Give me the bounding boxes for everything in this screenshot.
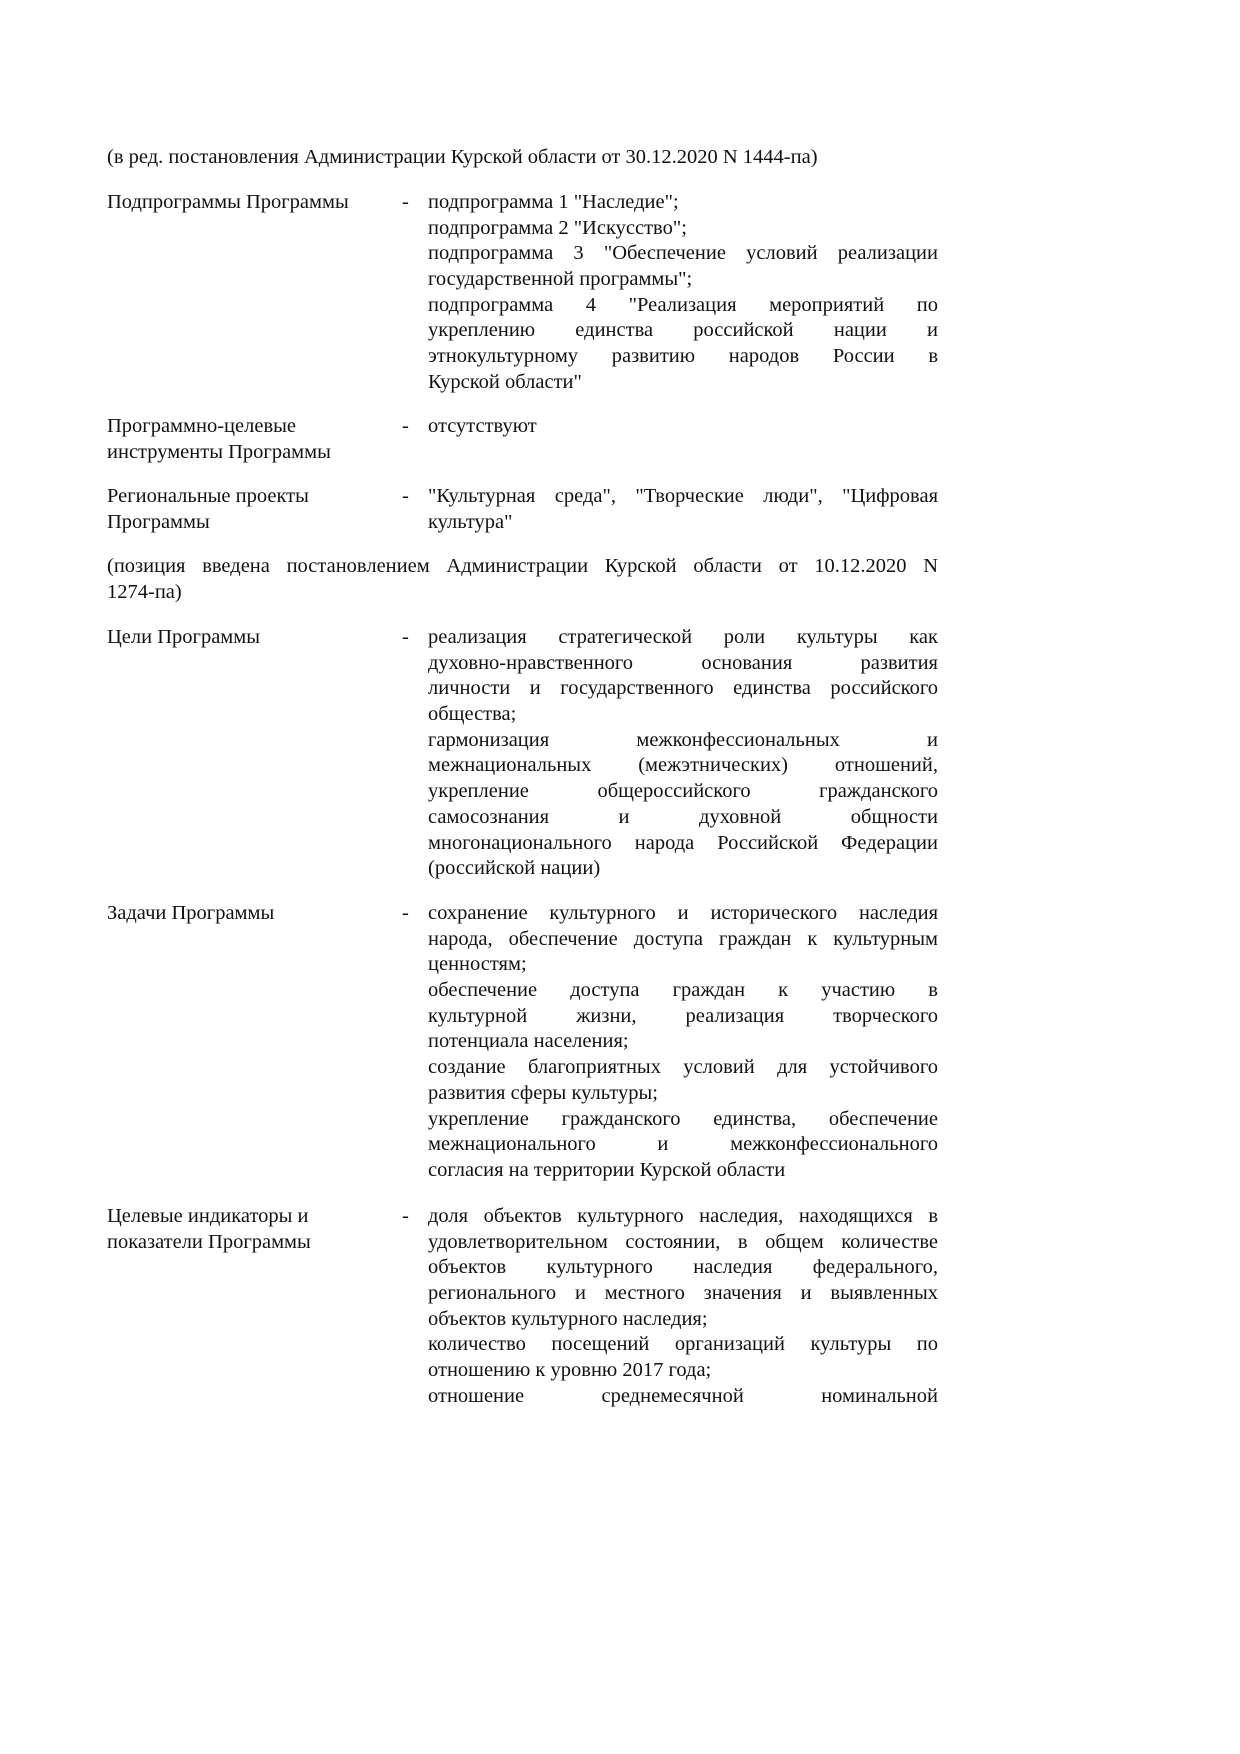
- row-label-line: Региональные проекты: [107, 485, 309, 507]
- value-line: "Культурная среда", "Творческие люди", "Цифровая: [428, 485, 938, 507]
- amendment-note: [107, 145, 938, 171]
- value-line: согласия на территории Курской области: [428, 1158, 786, 1181]
- row-value: [428, 484, 938, 535]
- row-label-line: Задачи Программы: [107, 902, 275, 924]
- row-label: [107, 1204, 397, 1255]
- value-line: подпрограмма 4 "Реализация мероприятий по: [428, 293, 938, 316]
- row-label: [107, 484, 397, 535]
- value-line: объектов культурного наследия федерального,: [428, 1256, 938, 1279]
- value-line: самосознания и духовной общности: [428, 805, 938, 828]
- row-dash: -: [402, 191, 409, 213]
- row-dash: -: [402, 1205, 409, 1227]
- value-line: отношение среднемесячной номинальной: [428, 1384, 938, 1407]
- value-paragraph: [428, 1204, 938, 1332]
- value-line: отношению к уровню 2017 года;: [428, 1359, 712, 1382]
- value-line: духовно-нравственного основания развития: [428, 651, 938, 674]
- value-line: реализация стратегической роли культуры как: [428, 626, 938, 648]
- value-paragraph: [428, 414, 938, 440]
- row-label-line: Программно-целевые: [107, 415, 297, 437]
- value-line: доля объектов культурного наследия, находящихся в: [428, 1205, 938, 1227]
- row-label: [107, 190, 397, 216]
- value-paragraph: [428, 1332, 938, 1383]
- value-paragraph: [428, 1055, 938, 1106]
- value-line: Курской области": [428, 370, 582, 393]
- value-paragraph: [428, 728, 938, 882]
- value-line: удовлетворительном состоянии, в общем количестве: [428, 1230, 938, 1253]
- value-paragraph: [428, 1107, 938, 1184]
- value-line: укреплению единства российской нации и: [428, 319, 938, 342]
- note-line: 1274-па): [107, 580, 182, 603]
- value-line: межнациональных (межэтнических) отношений,: [428, 754, 938, 777]
- value-line: сохранение культурного и исторического наследия: [428, 902, 938, 924]
- row-label: [107, 901, 397, 927]
- row-label-line: Целевые индикаторы и: [107, 1205, 309, 1227]
- value-paragraph: [428, 293, 938, 396]
- value-paragraph: [428, 241, 938, 292]
- row-label: [107, 414, 397, 465]
- value-line: личности и государственного единства российского: [428, 677, 938, 700]
- note-line: (позиция введена постановлением Администрации Курской области от 10.12.2020 N: [107, 555, 938, 577]
- value-line: укрепление общероссийского гражданского: [428, 780, 938, 803]
- amendment-note: [107, 554, 938, 605]
- row-label-line: показатели Программы: [107, 1230, 311, 1253]
- row-label-line: инструменты Программы: [107, 440, 331, 463]
- row-dash: -: [402, 902, 409, 924]
- value-line: народа, обеспечение доступа граждан к культурным: [428, 927, 938, 950]
- value-paragraph: [428, 190, 938, 216]
- value-line: объектов культурного наследия;: [428, 1307, 708, 1330]
- value-line: государственной программы";: [428, 268, 693, 291]
- value-paragraph: [428, 1384, 938, 1410]
- value-line: развития сферы культуры;: [428, 1081, 658, 1104]
- value-line: гармонизация межконфессиональных и: [428, 728, 938, 751]
- row-label: [107, 625, 397, 651]
- value-line: (российской нации): [428, 857, 601, 880]
- value-line: этнокультурному развитию народов России в: [428, 345, 938, 368]
- value-line: создание благоприятных условий для устойчивого: [428, 1056, 938, 1079]
- row-value: [428, 190, 938, 396]
- value-line: регионального и местного значения и выявленных: [428, 1282, 938, 1305]
- value-line: культурной жизни, реализация творческого: [428, 1004, 938, 1027]
- row-value: [428, 625, 938, 882]
- value-line: количество посещений организаций культуры по: [428, 1333, 938, 1356]
- value-line: общества;: [428, 703, 517, 726]
- row-dash: -: [402, 485, 409, 507]
- value-line: подпрограмма 3 "Обеспечение условий реализации: [428, 242, 938, 265]
- row-dash: -: [402, 415, 409, 437]
- value-line: потенциала населения;: [428, 1030, 629, 1053]
- value-line: обеспечение доступа граждан к участию в: [428, 979, 938, 1002]
- row-value: [428, 901, 938, 1184]
- value-line: межнационального и межконфессионального: [428, 1133, 938, 1156]
- value-paragraph: [428, 216, 938, 242]
- value-paragraph: [428, 625, 938, 728]
- value-line: подпрограмма 2 "Искусство";: [428, 216, 687, 239]
- value-line: отсутствуют: [428, 415, 537, 437]
- row-dash: -: [402, 626, 409, 648]
- row-value: [428, 1204, 938, 1410]
- row-label-line: Подпрограммы Программы: [107, 191, 349, 213]
- value-line: культура": [428, 510, 513, 533]
- row-value: [428, 414, 938, 440]
- row-label-line: Программы: [107, 510, 210, 533]
- value-paragraph: [428, 901, 938, 978]
- value-line: подпрограмма 1 "Наследие";: [428, 191, 679, 213]
- value-line: ценностям;: [428, 953, 527, 976]
- value-paragraph: [428, 978, 938, 1055]
- row-label-line: Цели Программы: [107, 626, 261, 648]
- value-line: многонационального народа Российской Федерации: [428, 831, 938, 854]
- value-line: укрепление гражданского единства, обеспечение: [428, 1107, 938, 1130]
- note-line: (в ред. постановления Администрации Курской области от 30.12.2020 N 1444-па): [107, 146, 818, 168]
- value-paragraph: [428, 484, 938, 535]
